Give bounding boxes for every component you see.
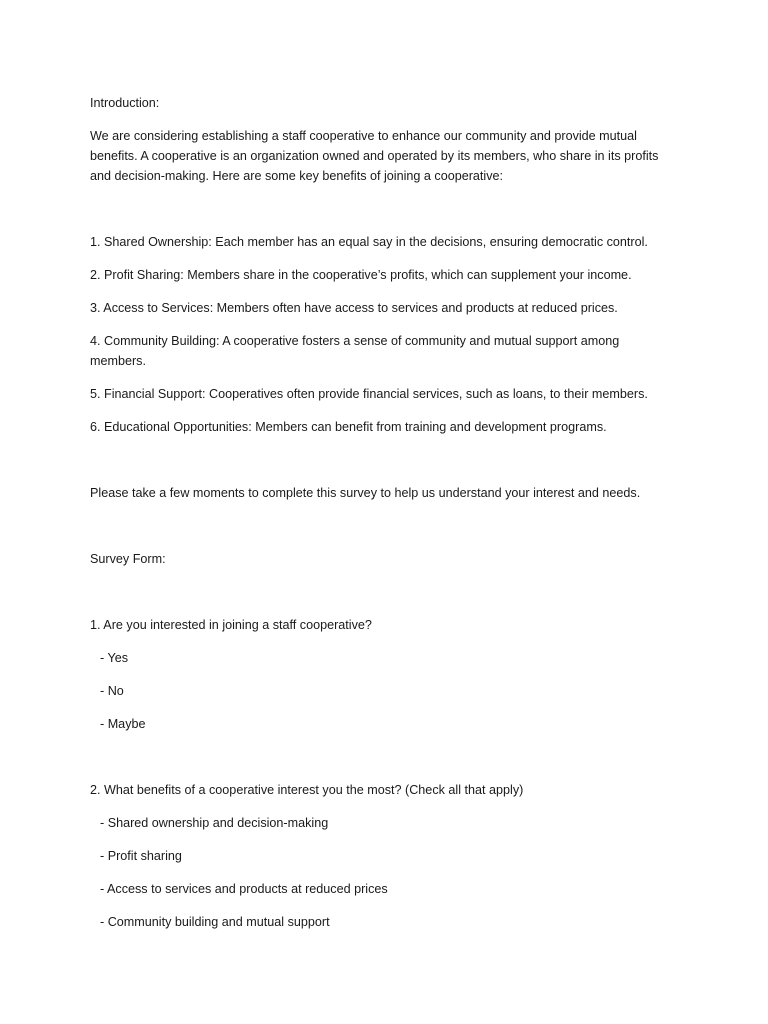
survey-heading: Survey Form:: [90, 552, 166, 566]
benefit-item: 5. Financial Support: Cooperatives often provide financial services, such as loans, to their members.: [90, 387, 648, 401]
intro-heading: Introduction:: [90, 96, 160, 110]
answer-option: - Community building and mutual support: [100, 915, 330, 929]
intro-paragraph: We are considering establishing a staff cooperative to enhance our community and provide mutual benefits. A cooperative is an organization owned and operated by its members, who share in its profits and decision-making. Here are some key benefits of joining a cooperative:: [90, 129, 662, 183]
answer-option: - Access to services and products at reduced prices: [100, 882, 388, 896]
question-text: 2. What benefits of a cooperative interest you the most? (Check all that apply): [90, 783, 524, 797]
answer-option: - Maybe: [100, 717, 146, 731]
benefit-item: 6. Educational Opportunities: Members can benefit from training and development programs.: [90, 420, 607, 434]
answer-option: - No: [100, 684, 124, 698]
answer-option: - Yes: [100, 651, 129, 665]
benefit-item: 2. Profit Sharing: Members share in the cooperative’s profits, which can supplement your income.: [90, 268, 632, 282]
answer-option: - Profit sharing: [100, 849, 182, 863]
benefits-list: [90, 232, 678, 437]
survey-question: [90, 615, 678, 734]
question-text: 1. Are you interested in joining a staff cooperative?: [90, 618, 372, 632]
survey-question: [90, 780, 678, 932]
benefit-item: 3. Access to Services: Members often have access to services and products at reduced prices.: [90, 301, 618, 315]
benefit-item: 4. Community Building: A cooperative fosters a sense of community and mutual support among members.: [90, 334, 623, 368]
survey-invitation: Please take a few moments to complete this survey to help us understand your interest and needs.: [90, 486, 641, 500]
benefit-item: 1. Shared Ownership: Each member has an equal say in the decisions, ensuring democratic control.: [90, 235, 648, 249]
answer-option: - Shared ownership and decision-making: [100, 816, 329, 830]
